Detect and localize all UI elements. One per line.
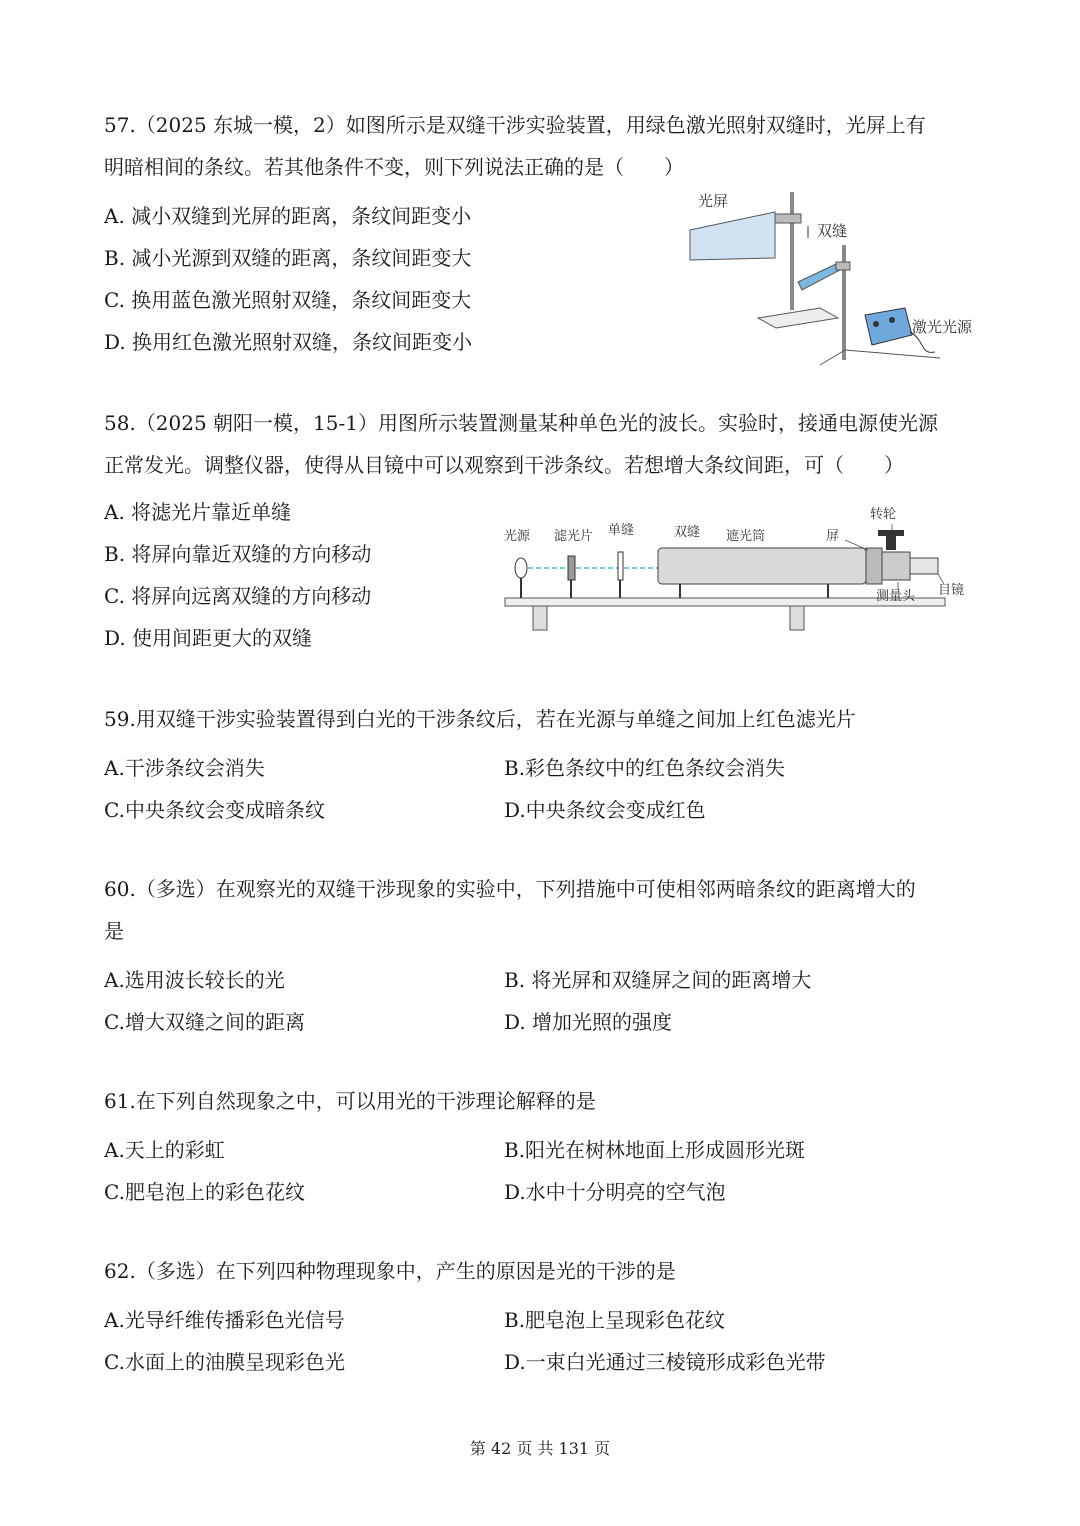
page-number-footer: 第 42 页 共 131 页 <box>469 1439 611 1458</box>
label-wheel: 转轮 <box>870 507 897 522</box>
stand-rod-1 <box>790 192 794 310</box>
single-slit <box>618 552 623 580</box>
stand-base-2 <box>820 350 940 365</box>
question-57-stem-line1: 57.（2025 东城一模，2）如图所示是双缝干涉实验装置，用绿色激光照射双缝时，光屏上有 <box>104 113 926 137</box>
wheel-shaft <box>886 534 896 550</box>
question-60-stem-line1: 60.（多选）在观察光的双缝干涉现象的实验中，下列措施中可使相邻两暗条纹的距离增大的 <box>104 877 916 901</box>
question-59 <box>104 698 984 740</box>
label-measuring-head: 测量头 <box>876 589 916 604</box>
clamp-1 <box>775 214 801 223</box>
laser-box <box>865 308 912 345</box>
laser-knob-1 <box>873 321 879 327</box>
question-58-option-a: A. 将滤光片靠近单缝 <box>104 500 292 524</box>
screen-section <box>866 548 882 584</box>
label-screen: 光屏 <box>698 192 729 210</box>
filter <box>568 556 575 580</box>
wavelength-apparatus-figure <box>500 496 980 636</box>
question-60-option-d: D. 增加光照的强度 <box>504 1010 673 1034</box>
question-60-option-b: B. 将光屏和双缝屏之间的距离增大 <box>504 968 812 992</box>
stand-base-1 <box>758 308 838 328</box>
double-slit-plate <box>798 264 840 290</box>
question-58 <box>104 402 984 486</box>
laser-knob-2 <box>889 317 895 323</box>
question-62 <box>104 1250 984 1292</box>
rail-leg-1 <box>533 606 547 630</box>
question-57-option-c: C. 换用蓝色激光照射双缝，条纹间距变大 <box>104 288 472 312</box>
question-57-option-d: D. 换用红色激光照射双缝，条纹间距变小 <box>104 330 473 354</box>
question-59-option-a: A.干涉条纹会消失 <box>104 756 265 780</box>
question-59-stem-line1: 59.用双缝干涉实验装置得到白光的干涉条纹后，若在光源与单缝之间加上红色滤光片 <box>104 707 856 731</box>
eyepiece <box>910 558 938 574</box>
question-58-option-d: D. 使用间距更大的双缝 <box>104 626 313 650</box>
question-62-stem-line1: 62.（多选）在下列四种物理现象中，产生的原因是光的干涉的是 <box>104 1259 676 1283</box>
label-eyepiece: 目镜 <box>938 583 965 598</box>
question-61-stem-line1: 61.在下列自然现象之中，可以用光的干涉理论解释的是 <box>104 1089 596 1113</box>
question-58-option-c: C. 将屏向远离双缝的方向移动 <box>104 584 372 608</box>
clamp-2 <box>836 262 850 270</box>
question-60-option-c: C.增大双缝之间的距离 <box>104 1010 305 1034</box>
question-62-option-d: D.一束白光通过三棱镜形成彩色光带 <box>504 1350 826 1374</box>
double-slit-apparatus-figure <box>680 180 990 375</box>
label-laser: 激光光源 <box>912 318 973 336</box>
label-double-slit: 双缝 <box>674 525 701 540</box>
question-57-stem-line2: 明暗相间的条纹。若其他条件不变，则下列说法正确的是（ ） <box>104 155 684 179</box>
question-61-option-d: D.水中十分明亮的空气泡 <box>504 1180 726 1204</box>
label-screen: 屏 <box>826 529 840 544</box>
label-light-source: 光源 <box>504 529 531 544</box>
question-59-option-d: D.中央条纹会变成红色 <box>504 798 706 822</box>
question-57-option-a: A. 减小双缝到光屏的距离，条纹间距变小 <box>104 204 472 228</box>
light-shield-tube <box>658 548 866 584</box>
question-60 <box>104 868 984 952</box>
question-58-stem-line2: 正常发光。调整仪器，使得从目镜中可以观察到干涉条纹。若想增大条纹间距，可（ ） <box>104 453 904 477</box>
question-60-stem-line2: 是 <box>104 919 124 943</box>
question-62-option-b: B.肥皂泡上呈现彩色花纹 <box>504 1308 726 1332</box>
measuring-head <box>882 552 910 580</box>
wheel <box>878 530 904 536</box>
question-58-option-b: B. 将屏向靠近双缝的方向移动 <box>104 542 372 566</box>
question-61-option-b: B.阳光在树林地面上形成圆形光斑 <box>504 1138 806 1162</box>
light-source-bulb <box>515 558 527 578</box>
question-61-option-a: A.天上的彩虹 <box>104 1138 225 1162</box>
label-filter: 滤光片 <box>554 529 594 544</box>
question-57 <box>104 104 984 188</box>
light-screen <box>690 212 775 260</box>
question-59-option-b: B.彩色条纹中的红色条纹会消失 <box>504 756 786 780</box>
question-62-option-c: C.水面上的油膜呈现彩色光 <box>104 1350 345 1374</box>
label-tube: 遮光筒 <box>726 529 766 544</box>
rail-leg-2 <box>790 606 804 630</box>
question-57-option-b: B. 减小光源到双缝的距离，条纹间距变大 <box>104 246 472 270</box>
question-58-stem-line1: 58.（2025 朝阳一模，15-1）用图所示装置测量某种单色光的波长。实验时，接通电源使光源 <box>104 411 938 435</box>
label-double-slit: 双缝 <box>817 222 848 240</box>
label-single-slit: 单缝 <box>608 523 635 538</box>
question-61 <box>104 1080 984 1122</box>
question-60-option-a: A.选用波长较长的光 <box>104 968 285 992</box>
question-61-option-c: C.肥皂泡上的彩色花纹 <box>104 1180 305 1204</box>
question-59-option-c: C.中央条纹会变成暗条纹 <box>104 798 325 822</box>
question-62-option-a: A.光导纤维传播彩色光信号 <box>104 1308 345 1332</box>
